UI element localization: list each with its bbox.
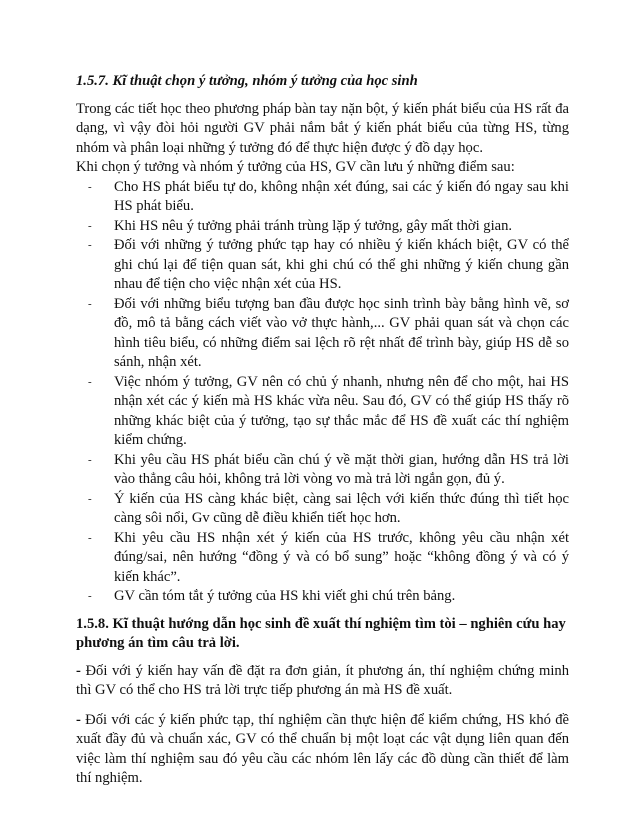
bullet-dash: - — [88, 375, 92, 388]
document-page — [76, 72, 569, 789]
bullet-dash: - — [88, 219, 92, 232]
list-item-text: Khi yêu cầu HS nhận xét ý kiến của HS trước, không yêu cầu nhận xét đúng/sai, nên hướng “đồng ý và có bổ sung” hoặc “không đồng ý và có ý kiến khác”. — [114, 529, 569, 585]
list-item — [76, 529, 569, 588]
list-item-text: Ý kiến của HS càng khác biệt, càng sai lệch với kiến thức đúng thì tiết học càng sôi nổi, Gv cũng dễ điều khiển tiết học hơn. — [114, 490, 569, 526]
list-item — [76, 295, 569, 373]
list-item — [76, 587, 569, 607]
list-item — [76, 451, 569, 490]
list-item — [76, 490, 569, 529]
list-item-text: Khi yêu cầu HS phát biểu cần chú ý về mặt thời gian, hướng dẫn HS trả lời vào thẳng câu hỏi, không trả lời vòng vo mà trả lời ngắn gọn, đủ ý. — [114, 451, 569, 487]
bullet-dash: - — [88, 239, 92, 251]
list-item-text: Cho HS phát biểu tự do, không nhận xét đúng, sai các ý kiến đó ngay sau khi HS phát biểu. — [114, 178, 569, 214]
intro-paragraph: Trong các tiết học theo phương pháp bàn tay nặn bột, ý kiến phát biểu của HS rất đa dạng, vì vậy đòi hỏi người GV phải nắm bắt ý kiến phát biểu của từng HS, từng nhóm và phân loại những ý tưởng đó để thực hiện được ý đồ dạy học. — [76, 100, 569, 156]
list-item — [76, 178, 569, 217]
lead-paragraph: Khi chọn ý tưởng và nhóm ý tưởng của HS, GV cần lưu ý những điểm sau: — [76, 159, 515, 175]
paragraph-dash: - — [76, 662, 81, 679]
list-item-text: Khi HS nêu ý tưởng phải tránh trùng lặp ý tưởng, gây mất thời gian. — [114, 217, 513, 234]
list-item — [76, 373, 569, 451]
list-item — [76, 236, 569, 295]
list-item-text: Đối với những biểu tượng ban đầu được học sinh trình bày bằng hình vẽ, sơ đồ, mô tả bằng cách viết vào vở thực hành,... GV phải quan sát và chọn các hình tiêu biểu, có những điểm sai lệch rõ rệt nhất để trình bày, giúp HS dễ so sánh, nhận xét. — [114, 295, 569, 370]
list-item-text: Đối với những ý tưởng phức tạp hay có nhiều ý kiến khách biệt, GV có thể ghi chú lại để tiện quan sát, khi ghi chú có thể ghi những ý kiến chung gần nhau để tiện cho việc nhận xét của HS. — [114, 237, 569, 292]
bullet-dash: - — [88, 590, 92, 602]
paragraph-dash: - — [76, 711, 81, 728]
section-heading-1-5-8: 1.5.8. Kĩ thuật hướng dẫn học sinh đề xuất thí nghiệm tìm tòi – nghiên cứu hay phương án tìm câu trả lời. — [76, 615, 566, 651]
bullet-dash: - — [88, 492, 92, 505]
section-heading-1-5-7: 1.5.7. Kĩ thuật chọn ý tưởng, nhóm ý tưởng của học sinh — [76, 73, 418, 89]
paragraph-text: Đối với các ý kiến phức tạp, thí nghiệm cần thực hiện để kiểm chứng, HS khó đề xuất đầy đủ và chuẩn xác, GV có thể chuẩn bị một loạt các vật dụng liên quan đến việc làm thí nghiệm sau đó yêu cầu các nhóm lên lấy các đồ dùng cần thiết để làm thí nghiệm. — [76, 711, 569, 786]
guideline-list — [76, 178, 569, 607]
list-item — [76, 217, 569, 237]
bullet-dash: - — [88, 531, 92, 544]
paragraph-simple-case — [76, 662, 569, 701]
list-item-text: GV cần tóm tắt ý tưởng của HS khi viết ghi chú trên bảng. — [114, 588, 456, 604]
bullet-dash: - — [88, 180, 92, 193]
bullet-dash: - — [88, 453, 92, 466]
bullet-dash: - — [88, 297, 92, 310]
list-item-text: Việc nhóm ý tưởng, GV nên có chủ ý nhanh, nhưng nên để cho một, hai HS nhận xét các ý kiến mà HS khác vừa nêu. Sau đó, GV có thể giúp HS thấy rõ những khác biệt của ý tưởng, tạo sự thắc mắc để HS đề xuất các thí nghiệm kiểm chứng. — [114, 373, 569, 448]
paragraph-complex-case — [76, 711, 569, 789]
paragraph-text: Đối với ý kiến hay vấn đề đặt ra đơn giản, ít phương án, thí nghiệm chứng minh thì GV có thể cho HS trả lời trực tiếp phương án mà HS đề xuất. — [76, 662, 569, 698]
